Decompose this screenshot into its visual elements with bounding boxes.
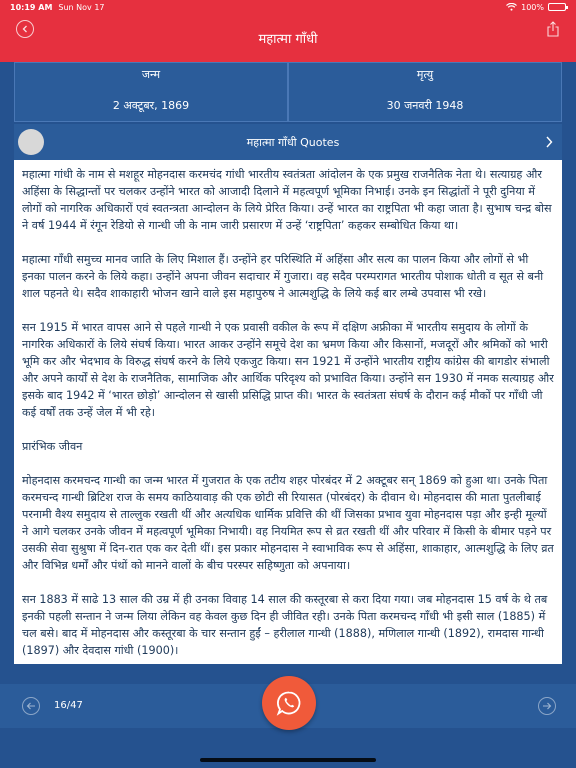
nav-bar: [0, 14, 576, 62]
status-bar: [0, 0, 576, 14]
quotes-link[interactable]: [14, 124, 562, 160]
home-indicator: [200, 758, 376, 762]
life-dates: [14, 62, 562, 122]
status-time: 10:19 AM: [10, 2, 53, 12]
biography-text[interactable]: [14, 160, 562, 664]
death-label: मृत्यु: [416, 68, 434, 81]
death-cell: [288, 62, 562, 122]
next-button[interactable]: [538, 697, 556, 715]
wifi-icon: [506, 3, 517, 11]
arrow-right-icon: [542, 702, 552, 710]
paragraph: सन 1883 में साढे 13 साल की उम्र में ही उनका विवाह 14 साल की कस्तूरबा से करा दिया गया। जब मोहनदास 15 वर्ष के थे तब इनकी पहली सन्तान ने जन्म लिया लेकिन वह केवल कुछ दिन ही जीवित रही। उनके पिता करमचन्द गाँधी भी इसी साल (1885) में चल बसे। बाद में मोहनदास और कस्तूरबा के चार सन्तान हुईं – हरीलाल गान्धी (1888), मणिलाल गान्धी (1892), रामदास गान्धी (1897) और देवदास गांधी (1900)।: [22, 593, 548, 657]
section-heading: प्रारंभिक जीवन: [22, 440, 83, 453]
whatsapp-icon: [276, 690, 302, 716]
birth-label: जन्म: [141, 68, 161, 81]
status-right: [506, 3, 566, 12]
chevron-right-icon: [542, 135, 556, 149]
share-button[interactable]: [546, 21, 560, 37]
paragraph: सन 1915 में भारत वापस आने से पहले गान्धी ने एक प्रवासी वकील के रूप में दक्षिण अफ्रीका में भारतीय समुदाय के लोगों के नागरिक अधिकारों के लिये संघर्ष किया। भारत आकर उन्होंने समूचे देश का भ्रमण किया और किसानों, मजदूरों और श्रमिकों को भारी भूमि कर और भेदभाव के विरुद्ध संघर्ष करने के लिये एकजुट किया। सन 1921 में उन्होंने भारतीय राष्ट्रीय कांग्रेस की बागडोर संभाली और अपने कार्यों से देश के राजनैतिक, सामाजिक और आर्थिक परिदृश्य को प्रभावित किया। उन्होंने सन 1930 में नमक सत्याग्रह और इसके बाद 1942 में ‘भारत छोड़ो’ आन्दोलन से खासी प्रसिद्धि प्राप्त की। भारत के स्वतंत्रता संघर्ष के दौरान कई मौकों पर गाँधी जी कई वर्षों तक उन्हें जेल में भी रहे।: [22, 321, 554, 419]
death-value: 30 जनवरी 1948: [386, 99, 464, 112]
birth-cell: [14, 62, 288, 122]
battery-percent: 100%: [521, 2, 544, 12]
paragraph: मोहनदास करमचन्द गान्धी का जन्म भारत में गुजरात के एक तटीय शहर पोरबंदर में 2 अक्टूबर सन् 1869 को हुआ था। उनके पिता करमचन्द गान्धी ब्रिटिश राज के समय काठियावाड़ की एक छोटी सी रियासत (पोरबंदर) के दीवान थे। मोहनदास की माता पुतलीबाई परनामी वैश्य समुदाय से ताल्लुक रखती थीं और अत्यधिक धार्मिक प्रवित्ति की थीं जिसका प्रभाव युवा मोहनदास पड़ा और इन्ही मूल्यों ने आगे चलकर उनके जीवन में महत्वपूर्ण भूमिका निभायी। वह नियमित रूप से व्रत रखती थीं और परिवार में किसी के बीमार पड़ने पर उसकी सेवा सुश्रुषा में दिन-रात एक कर देती थीं। इस प्रकार मोहनदास ने स्वाभाविक रूप से अहिंसा, शाकाहार, आत्मशुद्धि के लिए व्रत और विभिन्न धर्मों और पंथों को मानने वालों के बीच परस्पर सहिष्णुता को अपनाया।: [22, 474, 554, 572]
status-date: Sun Nov 17: [58, 2, 105, 12]
page-counter: 16/47: [54, 700, 83, 711]
birth-value: 2 अक्टूबर, 1869: [112, 99, 190, 112]
battery-icon: [548, 3, 566, 11]
page-title: महात्मा गाँधी: [258, 32, 318, 47]
prev-button[interactable]: [22, 697, 40, 715]
whatsapp-share-button[interactable]: [262, 676, 316, 730]
chevron-left-icon: [21, 25, 29, 33]
back-button[interactable]: [16, 20, 34, 38]
arrow-left-icon: [26, 702, 36, 710]
quotes-label: महात्मा गाँधी Quotes: [246, 135, 340, 149]
paragraph: महात्मा गाँधी समुच्च मानव जाति के लिए मिशाल हैं। उन्होंने हर परिस्थिति में अहिंसा और सत्य का पालन किया और लोगों से भी इनका पालन करने के लिये कहा। उन्होंने अपना जीवन सदाचार में गुजारा। वह सदैव परम्परागत भारतीय पोशाक धोती व सूत से बनी शाल पहनते थे। सदैव शाकाहारी भोजन खाने वाले इस महापुरुष ने आत्मशुद्धि के लिये कई बार लम्बे उपवास भी रखे।: [22, 253, 544, 300]
paragraph: महात्मा गांधी के नाम से मशहूर मोहनदास करमचंद गांधी भारतीय स्वतंत्रता आंदोलन के एक प्रमुख राजनैतिक नेता थे। सत्याग्रह और अहिंसा के सिद्धान्तों पर चलकर उन्होंने भारत को आजादी दिलाने में महत्वपूर्ण भूमिका निभाई। उनके इन सिद्धांतों ने पूरी दुनिया में लोगों को नागरिक अधिकारों एवं स्वतन्त्रता आन्दोलन के लिये प्रेरित किया। उन्हें भारत का राष्ट्रपिता भी कहा जाता है। सुभाष चन्द्र बोस ने वर्ष 1944 में रंगून रेडियो से गान्धी जी के नाम जारी प्रसारण में उन्हें ‘राष्ट्रपिता’ कहकर सम्बोधित किया था।: [22, 168, 552, 232]
avatar: [18, 129, 44, 155]
share-icon: [546, 21, 560, 37]
